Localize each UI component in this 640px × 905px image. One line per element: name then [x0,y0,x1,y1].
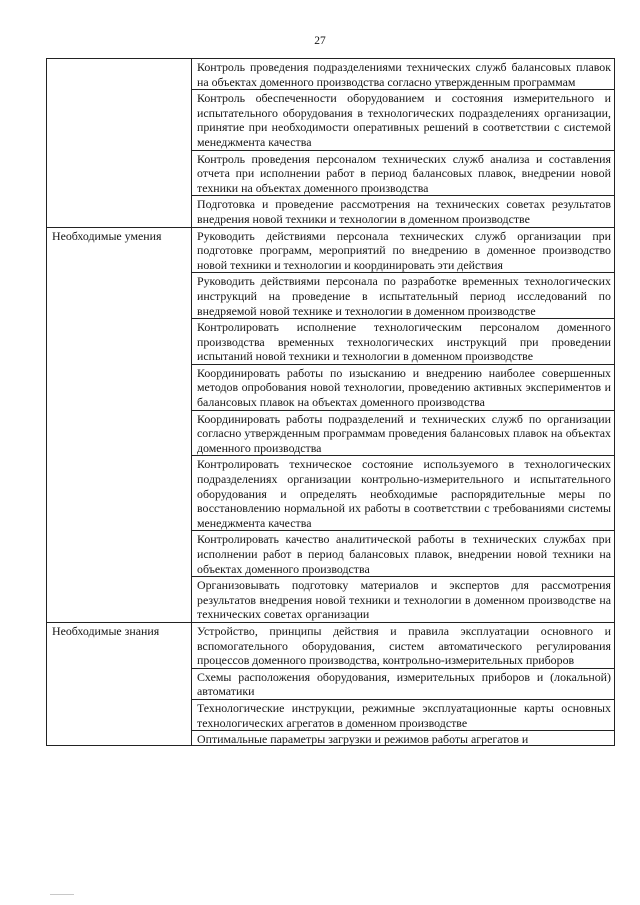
table-cell: Контроль проведения персоналом технических служб анализа и составления отчета при исполнении работ в период балансовых плавок, внедрении новой техники на объектах доменного производства [192,150,615,196]
scan-mark [50,894,74,895]
table-cell: Контролировать качество аналитической работы в технических службах при исполнении работ в период балансовых плавок, внедрении новой техники на объектах доменного производства [192,531,615,577]
table-cell: Контроль проведения подразделениями технических служб балансовых плавок на объектах доменного производства согласно утвержденным программам [192,59,615,90]
truncated-text: Оптимальные параметры загрузки и режимов работы агрегатов и [197,732,529,746]
table-cell: Устройство, принципы действия и правила эксплуатации основного и вспомогательного оборудования, систем автоматического регулирования процессов доменного производства, контрольно-измерительных приборов [192,622,615,668]
row-label-required-skills: Необходимые умения [47,227,192,622]
table-cell: Контролировать техническое состояние используемого в технологических подразделениях организации контрольно-измерительного и испытательного оборудования и определять необходимые распорядительные меры по восстановлению нормальной их работы в соответствии с требованиями системы менеджмента качества [192,456,615,531]
table-cell-truncated [192,731,615,746]
table-cell: Подготовка и проведение рассмотрения на технических советах результатов внедрения новой техники и технологии в доменном производстве [192,196,615,227]
page-number: 27 [314,35,326,47]
table-cell: Контроль обеспеченности оборудованием и состояния измерительного и испытательного оборудования в технологических подразделениях организации, принятие при необходимости оперативных решений в соответствии с системой менеджмента качества [192,90,615,150]
table-cell: Схемы расположения оборудования, измерительных приборов и (локальной) автоматики [192,668,615,699]
table-cell: Руководить действиями персонала технических служб организации при подготовке программ, мероприятий по внедрению в доменное производство новой техники и технологии и координировать эти действия [192,227,615,273]
table-cell: Организовывать подготовку материалов и экспертов для рассмотрения результатов внедрения новой техники и технологии в доменном производстве на технических советах организации [192,577,615,623]
table-cell: Руководить действиями персонала по разработке временных технологических инструкций на проведение в испытательный период исследований по внедряемой новой технике и технологии в доменном производстве [192,273,615,319]
table-row [47,622,615,668]
table-cell: Координировать работы по изысканию и внедрению наиболее совершенных методов опробования новой технологии, проведению активных экспериментов и балансовых плавок на объектах доменного производства [192,364,615,410]
row-label-required-knowledge: Необходимые знания [47,622,192,745]
table-cell: Контролировать исполнение технологическим персоналом доменного производства временных технологических инструкций при проведении испытаний новой техники и технологии в доменном производстве [192,319,615,365]
table-cell: Технологические инструкции, режимные эксплуатационные карты основных технологических агрегатов в доменном производстве [192,699,615,730]
table-cell: Координировать работы подразделений и технических служб по организации согласно утвержденным программам проведения балансовых плавок на объектах доменного производства [192,410,615,456]
table-row [47,227,615,273]
row-label [47,59,192,228]
table-row [47,59,615,90]
competency-table [46,58,615,746]
